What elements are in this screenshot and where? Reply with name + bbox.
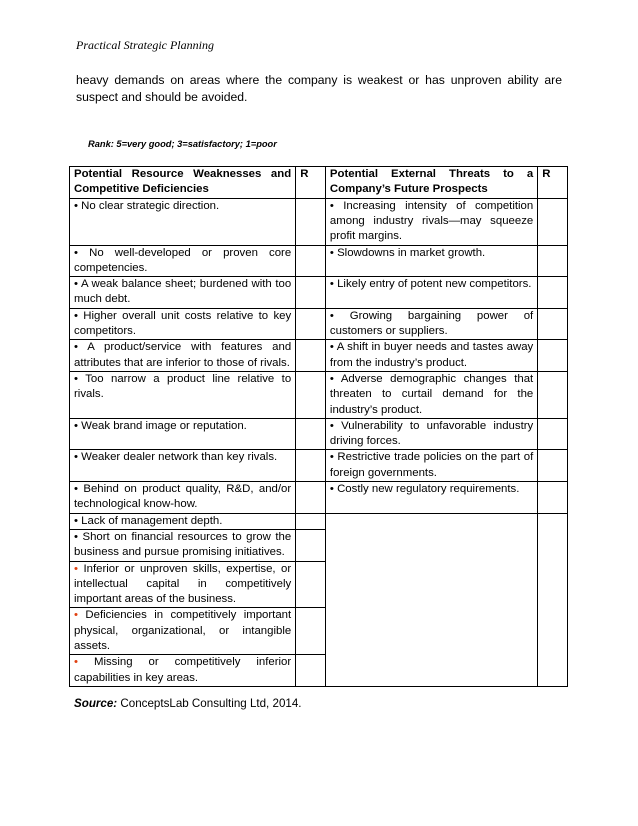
threat-cell: • Likely entry of potent new competitors. [325, 277, 537, 309]
weakness-cell: • No well-developed or proven core competencies. [70, 245, 296, 277]
table-row [70, 418, 568, 450]
intro-paragraph: heavy demands on areas where the company is weakest or has unproven ability are suspect and should be avoided. [76, 73, 562, 104]
rank-cell [296, 371, 326, 418]
rank-cell [296, 561, 326, 608]
threat-cell: • Slowdowns in market growth. [325, 245, 537, 277]
table-row [70, 450, 568, 482]
rank-cell [296, 608, 326, 655]
weakness-cell: • Short on financial resources to grow the business and pursue promising initiatives. [70, 529, 296, 561]
rank-cell [538, 198, 568, 245]
table-row [70, 371, 568, 418]
rank-cell [538, 371, 568, 418]
rank-cell [296, 198, 326, 245]
threats-header: Potential External Threats to a Company’s Future Prospects [325, 167, 537, 199]
weakness-cell: • Too narrow a product line relative to rivals. [70, 371, 296, 418]
bullet-red: • [74, 609, 78, 622]
weakness-cell [70, 608, 296, 655]
table-header-row [70, 167, 568, 199]
table-row [70, 308, 568, 340]
weakness-threat-table [69, 166, 568, 687]
rank-header: R [296, 167, 326, 199]
threat-cell: • Increasing intensity of competition among industry rivals—may squeeze profit margins. [325, 198, 537, 245]
weakness-cell: • No clear strategic direction. [70, 198, 296, 245]
weakness-cell: • Lack of management depth. [70, 513, 296, 529]
rank-cell [296, 529, 326, 561]
rank-cell [538, 450, 568, 482]
weakness-cell: • A product/service with features and attributes that are inferior to those of rivals. [70, 340, 296, 372]
rank-cell [296, 450, 326, 482]
threat-cell: • Adverse demographic changes that threaten to curtail demand for the industry’s product. [325, 371, 537, 418]
table-row [70, 277, 568, 309]
running-header: Practical Strategic Planning [76, 38, 214, 52]
threat-cell: • Vulnerability to unfavorable industry driving forces. [325, 418, 537, 450]
source-label: Source: [74, 697, 118, 710]
threat-cell: • Growing bargaining power of customers or suppliers. [325, 308, 537, 340]
table-row [70, 513, 568, 529]
weakness-cell: • Behind on product quality, R&D, and/or technological know-how. [70, 482, 296, 514]
threat-cell: • Restrictive trade policies on the part of foreign governments. [325, 450, 537, 482]
rank-cell [538, 277, 568, 309]
rank-cell [538, 418, 568, 450]
weakness-cell: • A weak balance sheet; burdened with too much debt. [70, 277, 296, 309]
rank-cell [296, 277, 326, 309]
rank-cell [296, 482, 326, 514]
source-text: ConceptsLab Consulting Ltd, 2014. [117, 697, 302, 710]
weakness-text: Missing or competitively inferior capabilities in key areas. [74, 656, 292, 684]
threat-cell: • Costly new regulatory requirements. [325, 482, 537, 514]
bullet-red: • [74, 562, 78, 575]
weakness-cell: • Higher overall unit costs relative to key competitors. [70, 308, 296, 340]
source-note [74, 697, 302, 710]
bullet-red: • [74, 656, 78, 669]
rank-cell [296, 308, 326, 340]
table-row [70, 245, 568, 277]
rank-cell [538, 308, 568, 340]
rank-cell [296, 245, 326, 277]
rank-cell [538, 482, 568, 514]
threat-cell: • A shift in buyer needs and tastes away from the industry’s product. [325, 340, 537, 372]
weakness-cell [70, 655, 296, 687]
rank-cell [296, 418, 326, 450]
rank-cell [296, 513, 326, 529]
rank-cell [296, 340, 326, 372]
table-row [70, 340, 568, 372]
rank-cell [296, 655, 326, 687]
rank-legend: Rank: 5=very good; 3=satisfactory; 1=poor [88, 139, 277, 149]
rank-cell [538, 245, 568, 277]
weakness-text: Inferior or unproven skills, expertise, or intellectual capital in competitively important areas of the business. [74, 562, 292, 606]
weakness-cell: • Weak brand image or reputation. [70, 418, 296, 450]
weakness-cell: • Weaker dealer network than key rivals. [70, 450, 296, 482]
empty-threat-cell [325, 513, 537, 686]
weakness-text: Deficiencies in competitively important physical, organizational, or intangible assets. [74, 609, 292, 653]
table-row [70, 198, 568, 245]
table-row [70, 482, 568, 514]
rank-header-2: R [538, 167, 568, 199]
rank-cell [538, 340, 568, 372]
weakness-cell [70, 561, 296, 608]
weaknesses-header: Potential Resource Weaknesses and Competitive Deficiencies [70, 167, 296, 199]
empty-rank-cell [538, 513, 568, 686]
